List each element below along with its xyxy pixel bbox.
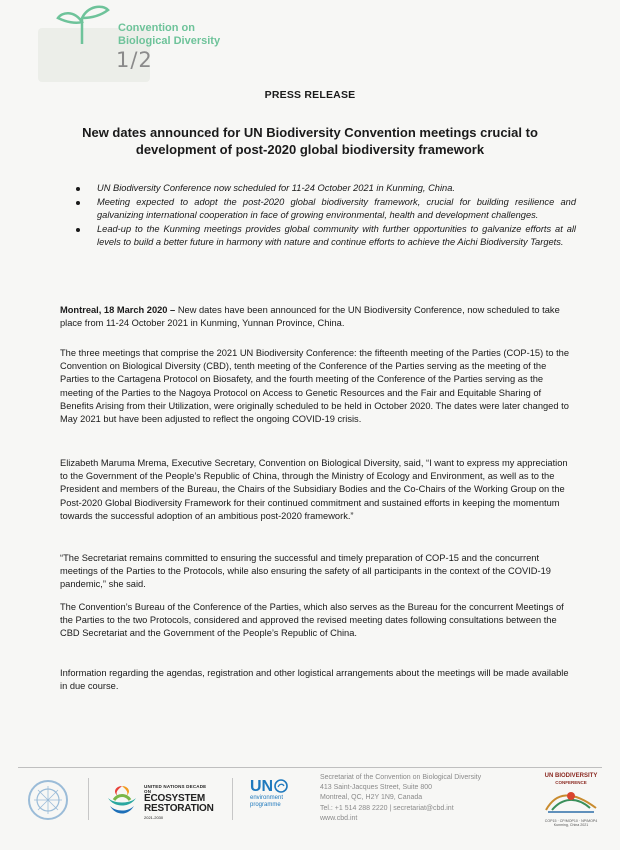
dateline: Montreal, 18 March 2020 –: [60, 305, 176, 315]
cop-title-1: UN BIODIVERSITY: [544, 773, 598, 779]
unep-letters: UN: [250, 778, 274, 795]
footer-divider: [18, 767, 602, 768]
unep-line-1: environment: [250, 795, 284, 801]
paragraph: Elizabeth Maruma Mrema, Executive Secretary, Convention on Biological Diversity, said, “I want to express my appreciation to the Government of the People’s Republic of China, through the Ministry of Ecology and Environment, as well as to the President and members of the Bureau, the Chairs of the Subsidiary Bodies and the Co-Chairs of the Working Group on the Post-2020 Global Biodiversity Framework for their continued commitment and sustained efforts in keeping the momentum towards the successful adoption of an ambitious post-2020 framework.”: [60, 458, 568, 521]
cop-subtitle: COP15 · CP/MOP10 · NP/MOP4: [544, 819, 598, 823]
logo-line-2: Biological Diversity: [118, 35, 221, 47]
logo-wordmark: [118, 22, 220, 48]
restoration-line-2: RESTORATION: [144, 803, 214, 814]
sprout-icon: [52, 4, 112, 44]
cbd-logo: [38, 4, 238, 80]
headline-line-2: development of post-2020 global biodiversity framework: [135, 142, 485, 157]
cop-emblem-icon: [542, 786, 600, 814]
logo-line-1: Convention on: [118, 22, 195, 34]
secretariat-address: [320, 773, 481, 824]
bullet-icon: [76, 228, 80, 232]
cop-location: Kunming, China 2021: [553, 823, 589, 827]
headline-line-1: New dates announced for UN Biodiversity Convention meetings crucial to: [82, 125, 538, 140]
restoration-small-text: UNITED NATIONS DECADE ON: [144, 784, 207, 794]
address-contact: Tel.: +1 514 288 2220 | secretariat@cbd.int: [320, 804, 454, 812]
restoration-emblem-icon: [104, 782, 140, 818]
un-biodiversity-conference-logo: [542, 773, 600, 827]
paragraph: “The Secretariat remains committed to ensuring the successful and timely preparation of COP-15 and the concurrent meetings of the Parties to the Protocols, while also ensuring the safety of all participants in the context of the COVID-19 pandemic,” she said.: [60, 553, 551, 590]
unep-logo: [250, 779, 288, 808]
unep-globe-icon: [274, 779, 288, 793]
headline: [70, 124, 550, 158]
footer-separator: [232, 778, 233, 820]
list-item: [84, 182, 576, 195]
list-item: [84, 223, 576, 249]
restoration-years: 2021-2030: [144, 815, 164, 820]
press-release-label: PRESS RELEASE: [264, 89, 356, 101]
footer-separator: [88, 778, 89, 820]
list-item: [84, 196, 576, 222]
paragraph: The three meetings that comprise the 2021 UN Biodiversity Conference: the fifteenth meeting of the Parties (COP-15) to the Convention on Biological Diversity (CBD), tenth meeting of the Conference of the Parties serving as the meeting of the Parties to the Cartagena Protocol on Biosafety, and the fourth meeting of the Conference of the Parties serving as the meeting of the Parties to the Nagoya Protocol on Access to Genetic Resources and the Fair and Equitable Sharing of Benefits Arising from their Utilization, were originally scheduled to be held in October 2020. The dates were later changed to May 2021 but have been adjusted to reflect the ongoing COVID-19 crisis.: [60, 348, 570, 425]
bullet-text: UN Biodiversity Conference now scheduled for 11-24 October 2021 in Kunming, China.: [97, 183, 455, 193]
address-line: 413 Saint-Jacques Street, Suite 800: [320, 784, 433, 792]
paragraph: The Convention’s Bureau of the Conference of the Parties, which also serves as the Bureau for the concurrent Meetings of the Parties to the two Protocols, considered and approved the revised meeting dates following consultations between the CBD Secretariat and the Government of the People’s Republic of China.: [60, 602, 564, 639]
unep-line-2: programme: [250, 801, 281, 808]
address-line: Secretariat of the Convention on Biological Diversity: [320, 774, 482, 781]
restoration-line-1: ECOSYSTEM: [144, 793, 205, 804]
bullet-icon: [76, 187, 80, 191]
unep-wordmark: [250, 779, 288, 795]
restoration-wordmark: [144, 784, 214, 820]
page-indicator: 1/2: [116, 48, 153, 72]
paragraph: Information regarding the agendas, registration and other logistical arrangements about the meetings will be made available in due course.: [60, 668, 569, 692]
highlights-list: [84, 182, 576, 250]
address-line: Montreal, QC, H2Y 1N9, Canada: [320, 794, 423, 802]
website-link[interactable]: www.cbd.int: [320, 814, 358, 822]
un-emblem-icon: [26, 778, 70, 822]
bullet-icon: [76, 201, 80, 205]
paragraph-dateline: [60, 304, 574, 330]
ecosystem-restoration-logo: [104, 778, 214, 822]
cop-title-2: CONFERENCE: [555, 779, 587, 785]
paragraph-text: New dates have been announced for the UN Biodiversity Conference, now scheduled to take place from 11-24 October 2021 in Kunming, Yunnan Province, China.: [60, 305, 560, 329]
bullet-text: Lead-up to the Kunming meetings provides global community with further opportunities to galvanize efforts at all levels to build a better future in harmony with nature and continue efforts to achieve the Aichi Biodiversity Targets.: [97, 224, 576, 248]
bullet-text: Meeting expected to adopt the post-2020 global biodiversity framework, crucial for building resilience and galvanizing international cooperation in face of growing environmental, health and development challenges.: [97, 197, 576, 221]
